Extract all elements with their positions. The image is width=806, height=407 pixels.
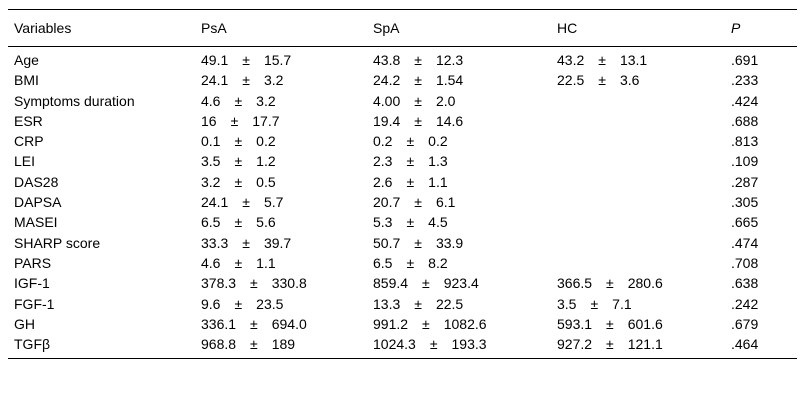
cell-variable: SHARP score (14, 234, 101, 251)
header-variables: Variables (14, 20, 72, 36)
cell-spa (373, 253, 448, 273)
cell-psa (201, 233, 291, 253)
cell-p: .813 (731, 133, 759, 150)
cell-spa (373, 192, 455, 212)
mean-value: 336.1 (201, 315, 237, 332)
sd-value: 39.7 (263, 234, 292, 251)
cell-variable: DAS28 (14, 173, 59, 190)
mean-value: 43.2 (557, 52, 585, 68)
sd-value: 17.7 (252, 112, 280, 129)
mean-value: 33.3 (201, 234, 229, 251)
plus-minus: ± (242, 234, 250, 251)
sd-value: 33.9 (435, 234, 464, 251)
table-row (8, 273, 797, 293)
mean-value: 16 (201, 112, 217, 129)
cell-spa (373, 314, 487, 334)
cell-psa (201, 212, 276, 232)
plus-minus: ± (414, 194, 422, 211)
cell-psa (201, 91, 276, 111)
sd-value: 15.7 (263, 52, 292, 68)
sd-value: 189 (271, 336, 296, 353)
cell-spa (373, 212, 448, 232)
sd-value: 330.8 (271, 275, 307, 292)
plus-minus: ± (429, 336, 438, 353)
mean-value: 50.7 (373, 234, 401, 251)
sd-value: 3.2 (263, 72, 284, 89)
cell-p: .708 (731, 254, 759, 271)
mean-value: 3.5 (201, 153, 221, 170)
cell-p: .424 (731, 92, 759, 109)
cell-variable: TGFβ (14, 336, 51, 353)
sd-value: 6.1 (435, 194, 456, 211)
cell-variable: BMI (14, 72, 39, 89)
mean-value: 6.5 (373, 254, 393, 271)
plus-minus: ± (250, 315, 258, 332)
cell-spa (373, 273, 479, 293)
cell-variable: Symptoms duration (14, 92, 135, 109)
sd-value: 7.1 (612, 295, 632, 312)
cell-variable: PARS (14, 254, 52, 271)
cell-psa (201, 151, 276, 171)
mean-value: 9.6 (201, 295, 221, 312)
cell-spa (373, 294, 463, 314)
cell-variable: DAPSA (14, 194, 62, 211)
mean-value: 0.2 (373, 133, 393, 150)
mean-value: 2.6 (373, 173, 393, 190)
cell-p: .233 (731, 72, 759, 89)
plus-minus: ± (250, 336, 258, 353)
header-psa: PsA (201, 20, 227, 36)
data-table (8, 9, 797, 359)
cell-psa (201, 273, 307, 293)
cell-p: .474 (731, 234, 759, 251)
plus-minus: ± (606, 336, 614, 353)
cell-variable: ESR (14, 112, 43, 129)
cell-p: .691 (731, 52, 759, 68)
cell-hc (557, 50, 647, 70)
cell-spa (373, 70, 463, 90)
table-row (8, 334, 797, 354)
sd-value: 1082.6 (443, 315, 487, 332)
cell-psa (201, 314, 307, 334)
sd-value: 1.54 (435, 72, 464, 89)
sd-value: 3.6 (619, 72, 640, 89)
cell-spa (373, 50, 463, 70)
cell-spa (373, 131, 448, 151)
mean-value: 4.6 (201, 92, 221, 109)
mean-value: 20.7 (373, 194, 401, 211)
cell-psa (201, 172, 276, 192)
sd-value: 12.3 (435, 52, 464, 68)
mean-value: 43.8 (373, 52, 401, 68)
cell-spa (373, 334, 487, 354)
table-row (8, 294, 797, 314)
table-row (8, 212, 797, 232)
plus-minus: ± (414, 92, 422, 109)
plus-minus: ± (590, 295, 599, 312)
header-spa: SpA (373, 20, 400, 36)
mean-value: 593.1 (557, 315, 593, 332)
cell-variable: Age (14, 52, 39, 68)
sd-value: 0.2 (256, 133, 276, 150)
sd-value: 22.5 (435, 295, 464, 312)
header-p: P (731, 20, 741, 36)
table-header (8, 9, 797, 47)
cell-spa (373, 233, 463, 253)
plus-minus: ± (606, 275, 614, 292)
cell-hc (557, 334, 663, 354)
sd-value: 4.5 (428, 214, 448, 231)
mean-value: 13.3 (373, 295, 401, 312)
plus-minus: ± (242, 194, 250, 211)
cell-p: .464 (731, 336, 759, 353)
sd-value: 121.1 (627, 336, 663, 353)
plus-minus: ± (250, 275, 258, 292)
mean-value: 22.5 (557, 72, 585, 89)
sd-value: 1.2 (256, 153, 276, 170)
mean-value: 4.6 (201, 254, 221, 271)
plus-minus: ± (234, 254, 243, 271)
sd-value: 1.1 (256, 254, 276, 271)
mean-value: 859.4 (373, 275, 409, 292)
plus-minus: ± (414, 112, 422, 129)
plus-minus: ± (234, 173, 243, 190)
table-row (8, 111, 797, 131)
cell-variable: LEI (14, 153, 36, 170)
plus-minus: ± (406, 214, 415, 231)
cell-p: .638 (731, 275, 759, 292)
cell-variable: FGF-1 (14, 295, 55, 312)
table-row (8, 151, 797, 171)
plus-minus: ± (406, 153, 415, 170)
mean-value: 4.00 (373, 92, 401, 109)
table-row (8, 91, 797, 111)
table-row (8, 172, 797, 192)
plus-minus: ± (414, 234, 422, 251)
cell-p: .287 (731, 173, 759, 190)
sd-value: 0.2 (428, 133, 448, 150)
plus-minus: ± (234, 153, 243, 170)
table-row (8, 70, 797, 90)
plus-minus: ± (414, 295, 422, 312)
cell-psa (201, 294, 283, 314)
table-row (8, 50, 797, 70)
table-row (8, 192, 797, 212)
cell-spa (373, 151, 448, 171)
cell-hc (557, 294, 632, 314)
mean-value: 3.5 (557, 295, 577, 312)
mean-value: 2.3 (373, 153, 393, 170)
cell-p: .679 (731, 315, 759, 332)
plus-minus: ± (234, 214, 243, 231)
mean-value: 366.5 (557, 275, 593, 292)
mean-value: 1024.3 (373, 336, 416, 353)
mean-value: 24.1 (201, 194, 229, 211)
cell-variable: IGF-1 (14, 275, 50, 292)
cell-spa (373, 91, 455, 111)
sd-value: 1.1 (428, 173, 448, 190)
mean-value: 49.1 (201, 52, 229, 68)
sd-value: 3.2 (256, 92, 276, 109)
cell-psa (201, 131, 276, 151)
mean-value: 19.4 (373, 112, 401, 129)
plus-minus: ± (242, 72, 250, 89)
cell-psa (201, 253, 276, 273)
sd-value: 193.3 (451, 336, 487, 353)
sd-value: 5.7 (263, 194, 284, 211)
plus-minus: ± (406, 254, 415, 271)
cell-variable: CRP (14, 133, 44, 150)
cell-psa (201, 70, 283, 90)
sd-value: 5.6 (256, 214, 276, 231)
sd-value: 694.0 (271, 315, 307, 332)
cell-psa (201, 111, 280, 131)
cell-p: .109 (731, 153, 759, 170)
sd-value: 2.0 (435, 92, 456, 109)
plus-minus: ± (234, 295, 243, 312)
mean-value: 24.1 (201, 72, 229, 89)
table-row (8, 253, 797, 273)
plus-minus: ± (422, 275, 430, 292)
cell-spa (373, 111, 463, 131)
cell-psa (201, 334, 295, 354)
table-row (8, 233, 797, 253)
mean-value: 6.5 (201, 214, 221, 231)
plus-minus: ± (598, 52, 606, 68)
cell-psa (201, 50, 291, 70)
plus-minus: ± (234, 133, 243, 150)
cell-hc (557, 70, 639, 90)
plus-minus: ± (414, 52, 422, 68)
mean-value: 0.1 (201, 133, 221, 150)
sd-value: 23.5 (256, 295, 284, 312)
table-row (8, 131, 797, 151)
cell-p: .665 (731, 214, 759, 231)
sd-value: 923.4 (443, 275, 479, 292)
plus-minus: ± (242, 52, 250, 68)
cell-psa (201, 192, 283, 212)
table-body (8, 47, 797, 359)
cell-hc (557, 273, 663, 293)
plus-minus: ± (230, 112, 239, 129)
cell-p: .688 (731, 112, 759, 129)
cell-spa (373, 172, 448, 192)
sd-value: 13.1 (619, 52, 648, 68)
sd-value: 280.6 (627, 275, 663, 292)
sd-value: 14.6 (435, 112, 464, 129)
cell-variable: MASEI (14, 214, 58, 231)
table-row (8, 314, 797, 334)
plus-minus: ± (406, 133, 415, 150)
plus-minus: ± (606, 315, 614, 332)
cell-hc (557, 314, 663, 334)
mean-value: 991.2 (373, 315, 409, 332)
sd-value: 0.5 (256, 173, 276, 190)
mean-value: 378.3 (201, 275, 237, 292)
mean-value: 3.2 (201, 173, 221, 190)
sd-value: 8.2 (428, 254, 448, 271)
mean-value: 5.3 (373, 214, 393, 231)
mean-value: 968.8 (201, 336, 237, 353)
cell-p: .305 (731, 194, 759, 211)
plus-minus: ± (422, 315, 430, 332)
sd-value: 601.6 (627, 315, 663, 332)
plus-minus: ± (406, 173, 415, 190)
mean-value: 24.2 (373, 72, 401, 89)
sd-value: 1.3 (428, 153, 448, 170)
cell-p: .242 (731, 295, 759, 312)
plus-minus: ± (414, 72, 422, 89)
cell-variable: GH (14, 315, 35, 332)
mean-value: 927.2 (557, 336, 593, 353)
plus-minus: ± (234, 92, 243, 109)
header-hc: HC (557, 20, 578, 36)
plus-minus: ± (598, 72, 606, 89)
